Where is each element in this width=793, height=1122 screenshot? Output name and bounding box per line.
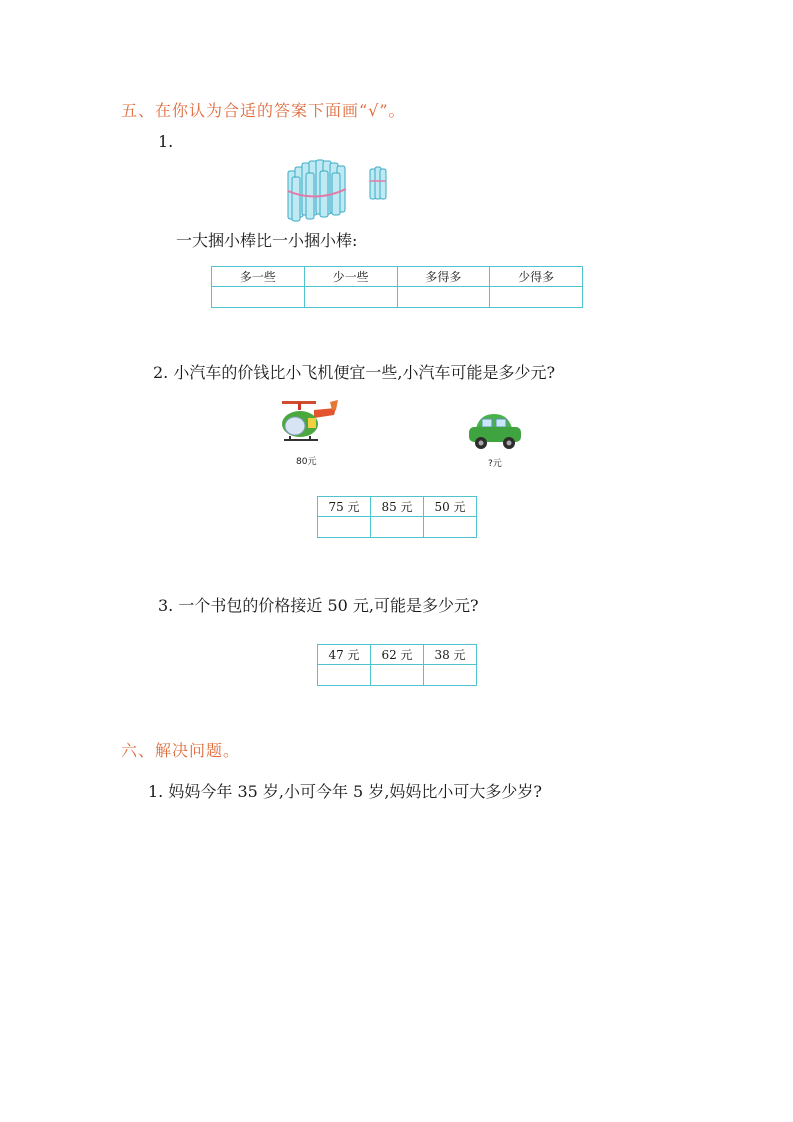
section-5-title: 五、在你认为合适的答案下面画“√”。 [121,101,406,120]
answer-cell[interactable] [371,517,424,538]
options-row [318,645,477,665]
answer-cell[interactable] [371,665,424,686]
answer-cell[interactable] [318,665,371,686]
car-price-label: ?元 [488,459,502,469]
option-cell: 50 元 [424,497,477,517]
sticks-bundle-illustration [282,157,402,223]
answer-cell[interactable] [424,665,477,686]
answer-cell[interactable] [490,287,583,308]
answer-cell[interactable] [304,287,397,308]
option-cell: 多一些 [212,267,305,287]
question-2-text: 2. 小汽车的价钱比小飞机便宜一些,小汽车可能是多少元? [153,363,556,382]
helicopter-price-label: 80元 [296,457,317,467]
question-1-text: 一大捆小棒比一小捆小棒: [176,231,358,250]
answer-row [318,665,477,686]
question-3-text: 3. 一个书包的价格接近 50 元,可能是多少元? [158,596,479,615]
options-row [212,267,583,287]
toy-car-icon [466,410,524,452]
option-cell: 38 元 [424,645,477,665]
question-3-answer-table [317,644,477,686]
answer-cell[interactable] [212,287,305,308]
answer-cell[interactable] [397,287,490,308]
option-cell: 少一些 [304,267,397,287]
answer-row [318,517,477,538]
option-cell: 62 元 [371,645,424,665]
option-cell: 75 元 [318,497,371,517]
helicopter-icon [278,398,344,450]
options-row [318,497,477,517]
large-stick-bundle-icon [288,160,346,221]
question-1-number: 1. [158,132,174,151]
small-stick-bundle-icon [370,167,386,199]
section-6-title: 六、解决问题。 [121,741,241,760]
question-2-answer-table [317,496,477,538]
question-1-answer-table [211,266,583,308]
option-cell: 47 元 [318,645,371,665]
section-6-question-1-text: 1. 妈妈今年 35 岁,小可今年 5 岁,妈妈比小可大多少岁? [148,782,542,801]
option-cell: 多得多 [397,267,490,287]
answer-cell[interactable] [318,517,371,538]
option-cell: 85 元 [371,497,424,517]
option-cell: 少得多 [490,267,583,287]
answer-row [212,287,583,308]
answer-cell[interactable] [424,517,477,538]
